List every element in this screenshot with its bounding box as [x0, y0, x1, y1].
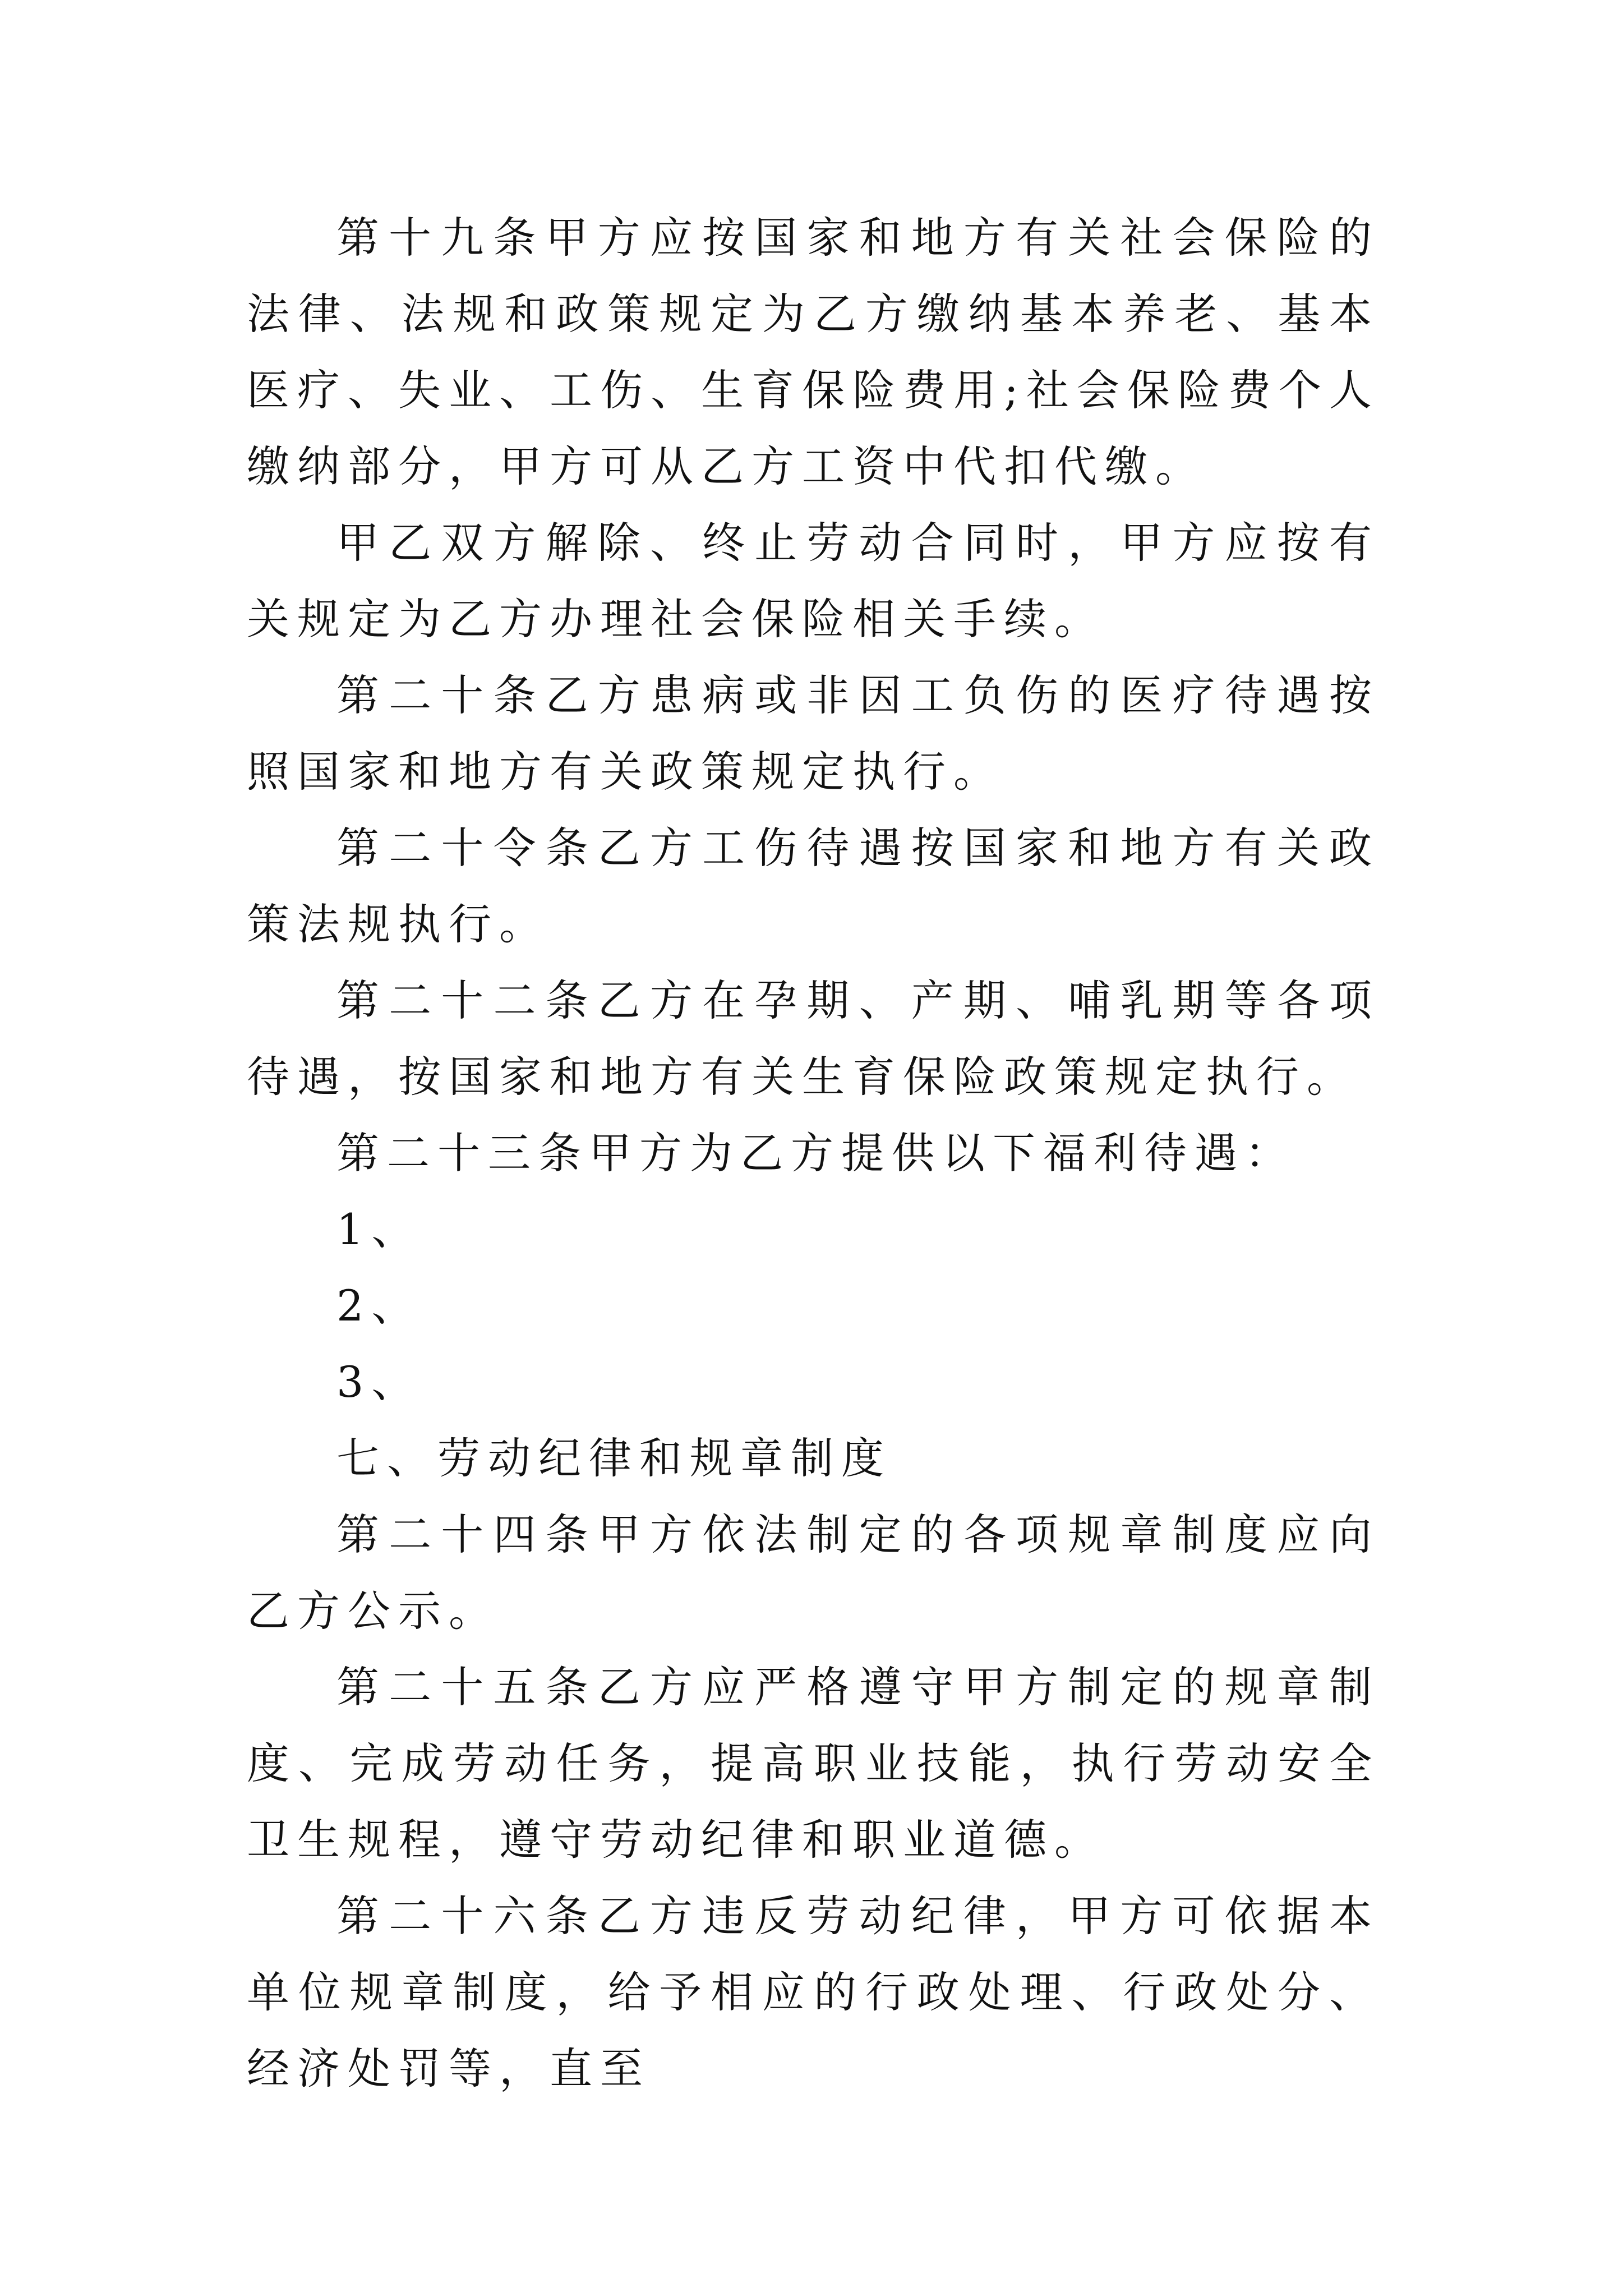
paragraph-article-22: 第二十二条乙方在孕期、产期、哺乳期等各项待遇，按国家和地方有关生育保险政策规定执行。 [247, 976, 1380, 1102]
paragraph-article-20: 第二十条乙方患病或非因工负伤的医疗待遇按照国家和地方有关政策规定执行。 [247, 670, 1380, 797]
paragraph-article-23: 第二十三条甲方为乙方提供以下福利待遇： [336, 1128, 1295, 1178]
paragraph-social-insurance-procedures: 甲乙双方解除、终止劳动合同时，甲方应按有关规定为乙方办理社会保险相关手续。 [247, 518, 1380, 644]
paragraph-article-21: 第二十令条乙方工伤待遇按国家和地方有关政策法规执行。 [247, 823, 1380, 949]
document-body [247, 200, 1380, 2107]
paragraph-article-19: 第十九条甲方应按国家和地方有关社会保险的法律、法规和政策规定为乙方缴纳基本养老、基本医疗、失业、工伤、生育保险费用;社会保险费个人缴纳部分，甲方可从乙方工资中代扣代缴。 [247, 213, 1380, 491]
list-item-1: 1、 [336, 1204, 422, 1254]
paragraph-article-24: 第二十四条甲方依法制定的各项规章制度应向乙方公示。 [247, 1510, 1380, 1636]
list-item-3: 3、 [336, 1357, 422, 1407]
list-item-2: 2、 [336, 1281, 422, 1331]
paragraph-article-25: 第二十五条乙方应严格遵守甲方制定的规章制度、完成劳动任务，提高职业技能，执行劳动安全卫生规程，遵守劳动纪律和职业道德。 [247, 1662, 1380, 1865]
section-heading-labor-discipline: 七、劳动纪律和规章制度 [336, 1433, 892, 1483]
paragraph-article-26: 第二十六条乙方违反劳动纪律，甲方可依据本单位规章制度，给予相应的行政处理、行政处分、经济处罚等，直至 [247, 1891, 1380, 2093]
